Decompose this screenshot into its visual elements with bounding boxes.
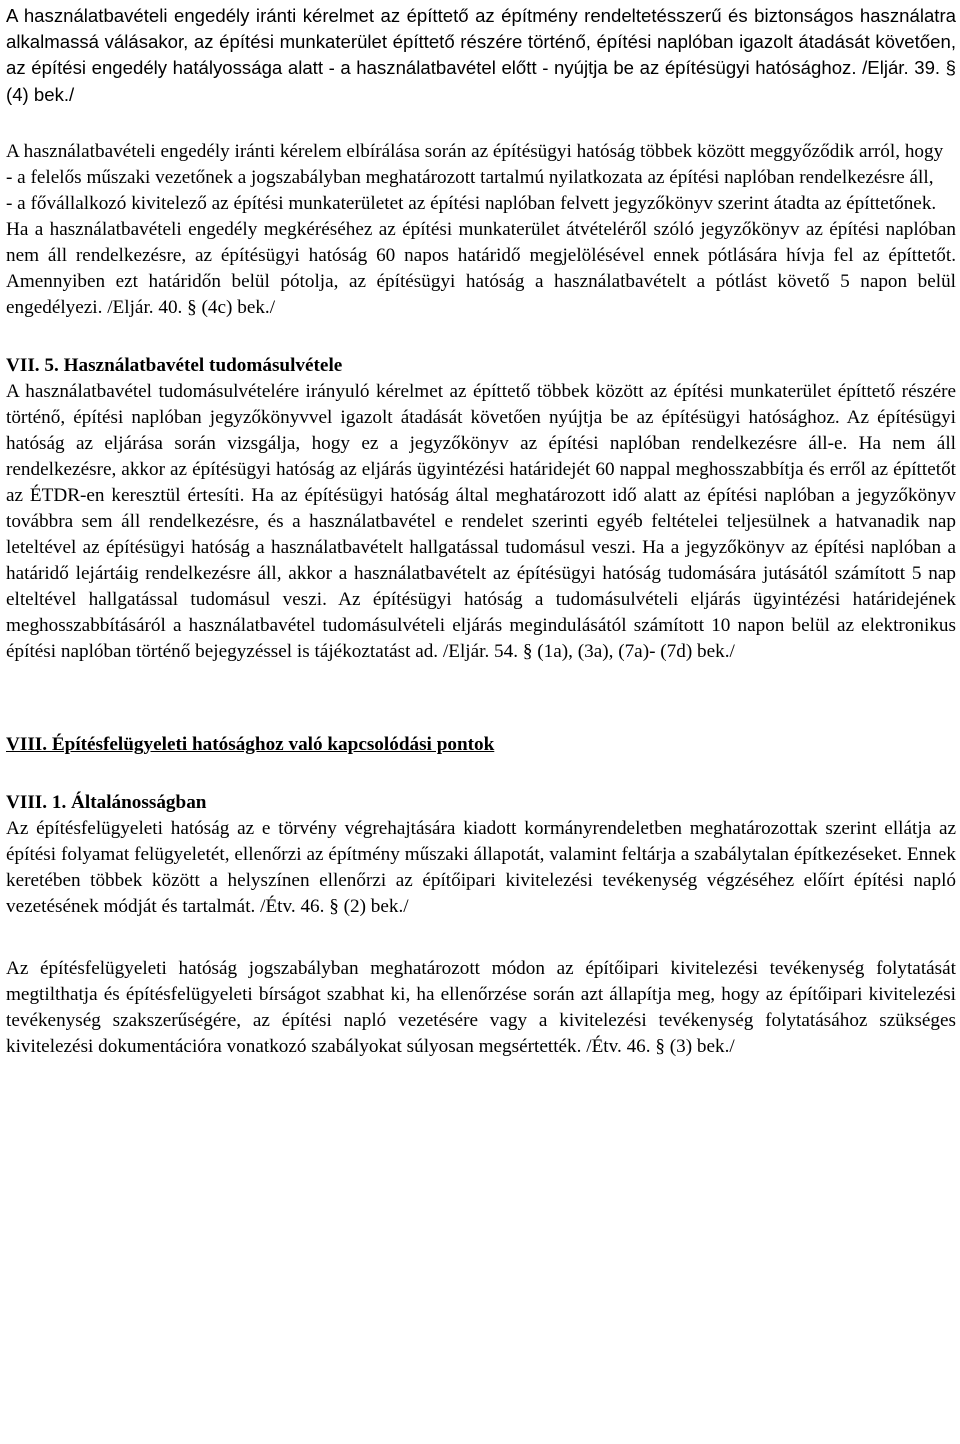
legal-reference: /Eljár. 54. § (1a), (3a), (7a)- (7d) bek./ (442, 640, 735, 662)
section-heading-viii: VIII. Építésfelügyeleti hatósághoz való kapcsolódási pontok (6, 733, 495, 755)
heading-text: VIII. 1. Általánosságban (6, 791, 207, 813)
legal-reference: /Eljár. 40. § (4c) bek./ (107, 296, 276, 318)
spacer (6, 758, 956, 786)
paragraph-text: A használatbavételi engedély iránti kérelem elbírálása során az építésügyi hatóság többek között meggyőződik arról, hogy (6, 140, 944, 162)
list-item-text: - a fővállalkozó kivitelező az építési munkaterületet az építési naplóban felvett jegyzőkönyv szerint átadta az építtetőnek. (6, 192, 937, 214)
paragraph-potlas (6, 217, 956, 321)
paragraph-epitesfelugyelet (6, 816, 956, 920)
spacer (6, 108, 956, 134)
list-item-fovallalkozo (6, 191, 956, 217)
document-page (6, 0, 956, 1444)
list-item-text: - a felelős műszaki vezetőnek a jogszabályban meghatározott tartalmú nyilatkozata az építési naplóban rendelkezésre áll, (6, 166, 934, 188)
paragraph-tudomasulvetel (6, 379, 956, 665)
paragraph-text: Az építésfelügyeleti hatóság az e törvény végrehajtására kiadott kormányrendeletben meghatározottak szerint ellátja az építési folyamat felügyeletét, ellenőrzi az építmény műszaki állapotát, valamint feltárja a szabálytalan építkezéseket. Ennek keretében többek között a helyszínen ellenőrzi az építőipari kivitelezési tevékenység végzéséhez előírt építési napló vezetésének módját és tartalmát. (6, 817, 956, 917)
paragraph-birsag (6, 956, 956, 1060)
paragraph-kerelem-benyujtas (6, 3, 956, 108)
section-heading-vii-5: VII. 5. Használatbavétel tudomásulvétele (6, 354, 343, 376)
paragraph-elbiralas (6, 139, 956, 165)
spacer (6, 665, 956, 727)
legal-reference: /Étv. 46. § (3) bek./ (586, 1035, 735, 1057)
legal-reference: /Étv. 46. § (2) bek./ (260, 895, 409, 917)
paragraph-text: A használatbavételi engedély iránti kérelmet az építtető az építmény rendeltetésszerű és biztonságos használatra alkalmassá válásakor, az építési munkaterület építtető részére történő, építési naplóban igazolt átadását követően, az építési engedély hatályossága alatt - a használatbavétel előtt - nyújtja be az építésügyi hatósághoz. (6, 5, 956, 79)
list-item-felelos-muszaki-vezeto (6, 165, 956, 191)
spacer (6, 920, 956, 946)
section-heading-viii-1 (6, 790, 956, 816)
spacer (6, 321, 956, 349)
paragraph-text: A használatbavétel tudomásulvételére irányuló kérelmet az építtető többek között az építési munkaterület építtető részére történő, építési naplóban jegyzőkönyvvel igazolt átadását követően nyújtja be az építésügyi hatósághoz. Az építésügyi hatóság az eljárása során vizsgálja, hogy ez a jegyzőkönyv az építési naplóban rendelkezésre áll-e. Ha nem áll rendelkezésre, akkor az építésügyi hatóság az eljárás ügyintézési határidejét 60 nappal meghosszabbítja és erről az építtetőt az ÉTDR-en keresztül értesíti. Ha az építésügyi hatóság által meghatározott idő alatt az építési naplóban a jegyzőkönyv továbbra sem áll rendelkezésre, és a használatbavétel e rendelet szerinti egyéb feltételei teljesülnek a hatvanadik nap leteltével az építésügyi hatóság a használatbavételt hallgatással tudomásul veszi. Ha a jegyzőkönyv az építési naplóban a határidő lejártáig rendelkezésre áll, akkor a használatbavételt az építésügyi hatóság tudomására jutásától számított 5 nap elteltével hallgatással tudomásul veszi. Az építésügyi hatóság a tudomásulvételi eljárás ügyintézési határidejének meghosszabbításáról a használatbavétel tudomásulvételi eljárás megindulásától számított 10 napon belül az elektronikus építési naplóban történő bejegyzéssel is tájékoztatást ad. (6, 380, 956, 662)
paragraph-text: Ha a használatbavételi engedély megkéréséhez az építési munkaterület átvételéről szóló jegyzőkönyv az építési naplóban nem áll rendelkezésre, az építésügyi hatóság 60 napos határidő megjelölésével ennek pótlására hívja fel az építtetőt. Amennyiben ezt határidőn belül pótolja, az építésügyi hatóság a használatbavételt a pótlást követő 5 napon belül engedélyezi. (6, 218, 956, 318)
legal-reference: /Eljár. 39. § (4) bek./ (6, 57, 956, 105)
paragraph-text: Az építésfelügyeleti hatóság jogszabályban meghatározott módon az építőipari kivitelezési tevékenység folytatását megtilthatja és építésfelügyeleti bírságot szabhat ki, ha ellenőrzése során azt állapítja meg, hogy az építőipari kivitelezési tevékenység szakszerűségére, az építési napló vezetésére vagy a kivitelezési tevékenység folytatásához szükséges kivitelezési dokumentációra vonatkozó szabályokat súlyosan megsértették. (6, 957, 956, 1057)
